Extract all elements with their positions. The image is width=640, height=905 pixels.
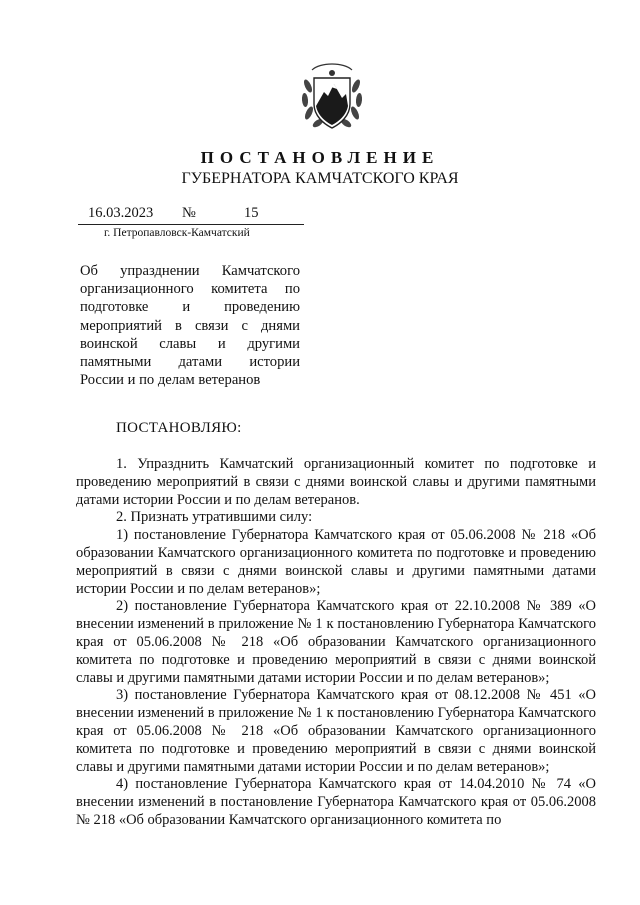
kamchatka-emblem-icon	[296, 60, 368, 132]
paragraph: 2) постановление Губернатора Камчатского края от 22.10.2008 № 389 «О внесении изменений в приложение № 1 к постановлению Губернатора Камчатского края от 05.06.2008 № 218 «Об образовании Камчатского организационного комитета по подготовке и проведению мероприятий в связи с днями воинской славы и другими памятными датами истории России и по делам ветеранов»;	[76, 598, 596, 686]
document-number: 15	[244, 205, 259, 221]
document-title: ПОСТАНОВЛЕНИЕ	[200, 148, 440, 167]
document-date: 16.03.2023	[88, 205, 154, 221]
paragraph: 1. Упразднить Камчатский организационный комитет по подготовке и проведению мероприятий в связи с днями воинской славы и другими памятными датами истории России и по делам ветеранов.	[76, 456, 596, 508]
paragraph: 3) постановление Губернатора Камчатского края от 08.12.2008 № 451 «О внесении изменений в приложение № 1 к постановлению Губернатора Камчатского края от 05.06.2008 № 218 «Об образовании Камчатского организационного комитета по подготовке и проведению мероприятий в связи с днями воинской славы и другими памятными датами истории России и по делам ветеранов»;	[76, 687, 596, 775]
paragraph: 1) постановление Губернатора Камчатского края от 05.06.2008 № 218 «Об образовании Камчатского организационного комитета по подготовке и проведению мероприятий в связи с днями воинской славы и другими памятными датами истории России и по делам ветеранов»;	[76, 527, 596, 597]
paragraph: 2. Признать утратившими силу:	[116, 509, 313, 526]
number-sign: №	[182, 205, 196, 221]
paragraph: 4) постановление Губернатора Камчатского края от 14.04.2010 № 74 «О внесении изменений в постановление Губернатора Камчатского края от 05.06.2008 № 218 «Об образовании Камчатского организационного комитета по	[76, 776, 596, 828]
document-subtitle: ГУБЕРНАТОРА КАМЧАТСКОГО КРАЯ	[181, 170, 459, 187]
date-number-line	[78, 204, 304, 225]
document-place: г. Петропавловск-Камчатский	[104, 227, 250, 239]
document-body	[76, 456, 596, 830]
document-subject: Об упразднении Камчатского организационного комитета по подготовке и проведению мероприятий в связи с днями воинской славы и другими памятными датами истории России и по делам ветеранов	[80, 263, 300, 389]
resolve-heading: ПОСТАНОВЛЯЮ:	[116, 420, 242, 436]
